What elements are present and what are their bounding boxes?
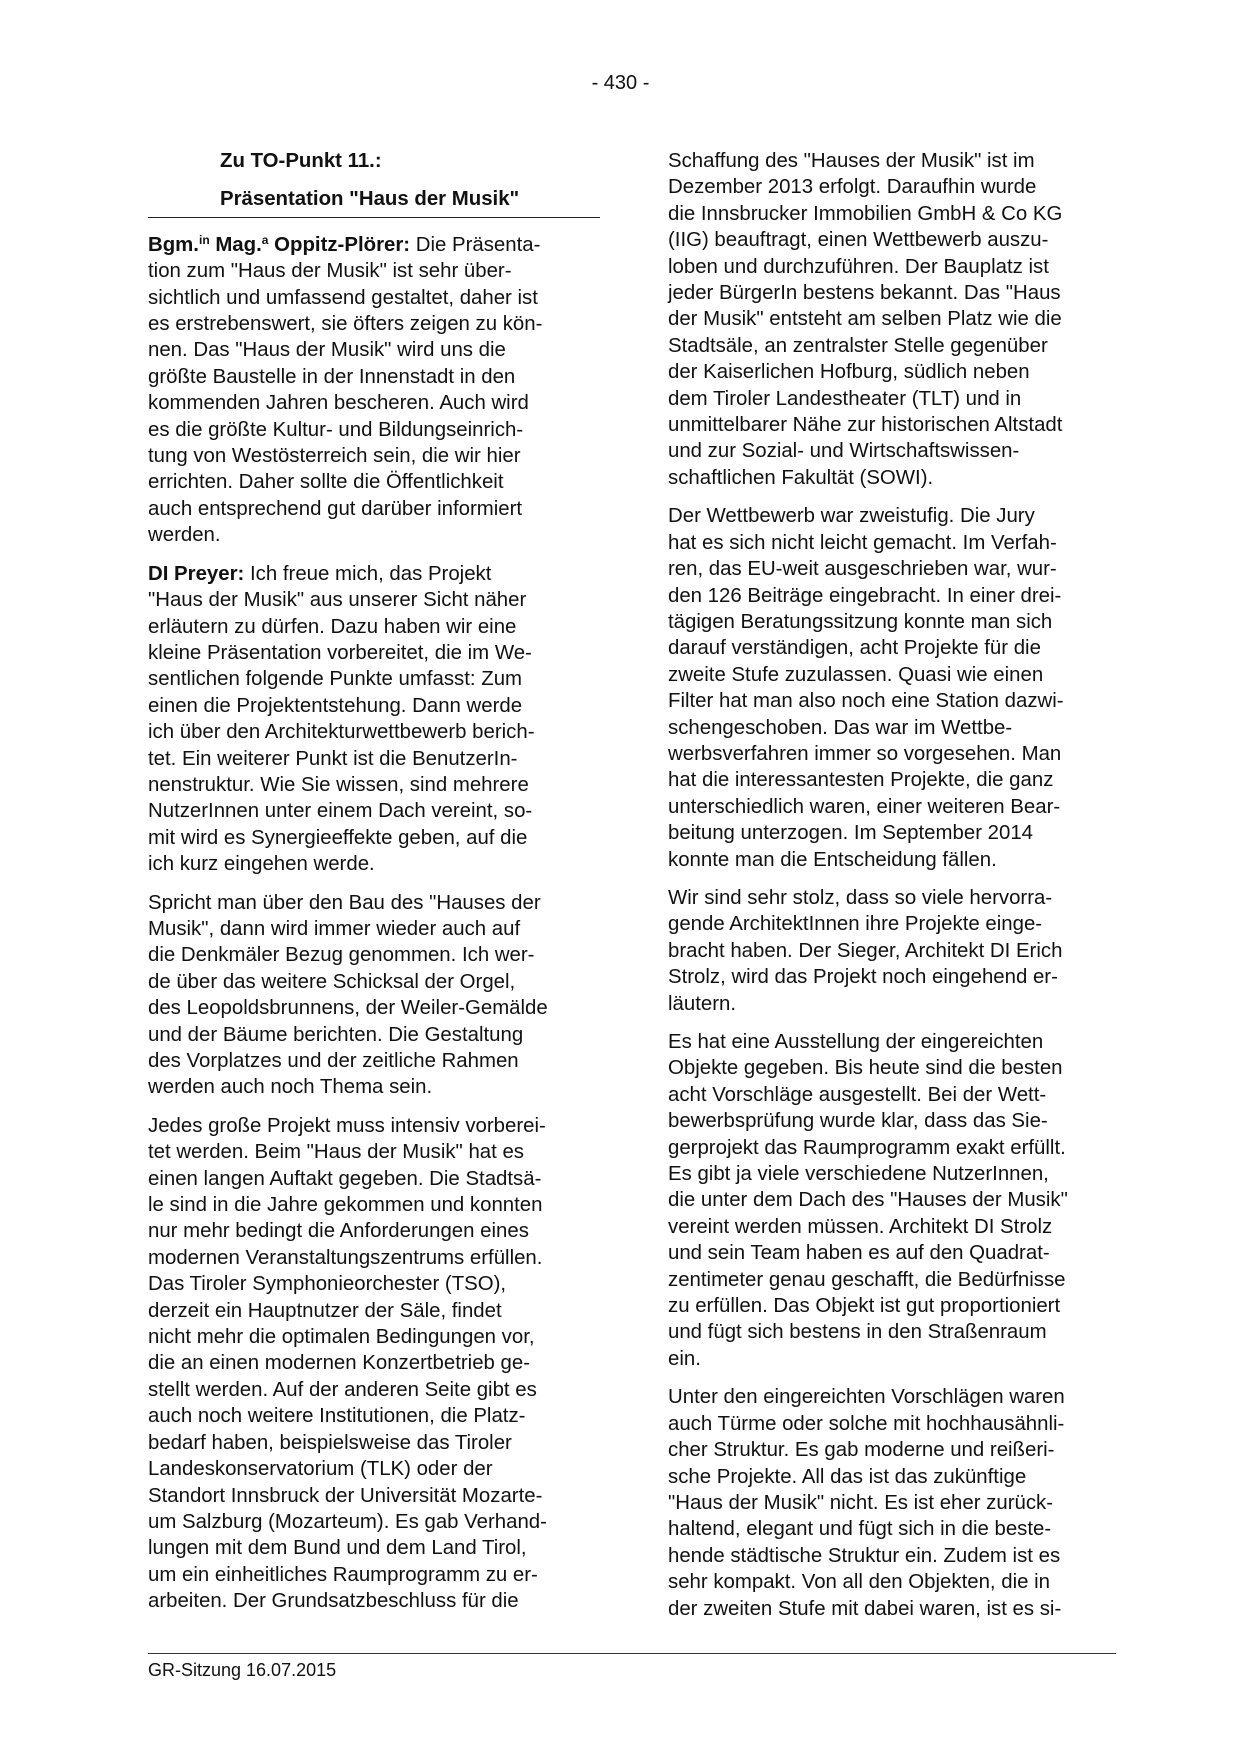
paragraph-line: sichtlich und umfassend gestaltet, daher ist	[148, 286, 538, 309]
paragraph-line: nenstruktur. Wie Sie wissen, sind mehrere	[148, 773, 529, 796]
paragraph-line: gerprojekt das Raumprogramm exakt erfüllt.	[668, 1136, 1066, 1159]
paragraph-line: errichten. Daher sollte die Öffentlichkeit	[148, 471, 504, 494]
paragraph-line: Es hat eine Ausstellung der eingereichten	[668, 1031, 1044, 1053]
paragraph-line: läutern.	[668, 992, 737, 1015]
paragraph-line: sentlichen folgende Punkte umfasst: Zum	[148, 668, 523, 691]
paragraph-line: Das Tiroler Symphonieorchester (TSO),	[148, 1273, 507, 1296]
paragraph-line: Spricht man über den Bau des "Hauses der	[148, 891, 541, 914]
paragraph-line: die Innsbrucker Immobilien GmbH & Co KG	[668, 202, 1063, 225]
paragraph-line: Es gibt ja viele verschiedene NutzerInnen,	[668, 1163, 1049, 1186]
paragraph-line: arbeiten. Der Grundsatzbeschluss für die	[148, 1590, 519, 1613]
paragraph-line: le sind in die Jahre gekommen und konnten	[148, 1194, 543, 1217]
paragraph-line: einen die Projektentstehung. Dann werde	[148, 694, 523, 717]
paragraph-line: und zur Sozial- und Wirtschaftswissen-	[668, 440, 1020, 463]
paragraph-line: konnte man die Entscheidung fällen.	[668, 848, 997, 871]
paragraph-line: Stadtsäle, an zentralster Stelle gegenüber	[668, 334, 1048, 357]
paragraph-line: einen langen Auftakt gegeben. Die Stadtsä-	[148, 1167, 542, 1190]
paragraph-line: Musik", dann wird immer wieder auch auf	[148, 917, 521, 940]
paragraph-line: darauf verständigen, acht Projekte für die	[668, 637, 1041, 660]
paragraph-line: Filter hat man also noch eine Station dazwi-	[668, 690, 1064, 713]
paragraph-line: bedarf haben, beispielsweise das Tiroler	[148, 1431, 512, 1454]
paragraph-line: Dezember 2013 erfolgt. Daraufhin wurde	[668, 176, 1037, 199]
paragraph-line: Landeskonservatorium (TLK) oder der	[148, 1458, 493, 1481]
paragraph-proposals	[668, 1384, 1116, 1622]
agenda-title-heading: Präsentation "Haus der Musik"	[148, 186, 600, 217]
paragraph-line: bewerbsprüfung wurde klar, dass das Sie-	[668, 1110, 1048, 1133]
left-column	[148, 148, 598, 1627]
paragraph-line: (IIG) beauftragt, einen Wettbewerb auszu-	[668, 229, 1049, 252]
paragraph-line: NutzerInnen unter einem Dach vereint, so-	[148, 800, 533, 823]
paragraph-line: nicht mehr die optimalen Bedingungen vor,	[148, 1326, 535, 1349]
paragraph-line: ich über den Architekturwettbewerb berich-	[148, 721, 535, 744]
paragraph-line: ren, das EU-weit ausgeschrieben war, wur-	[668, 558, 1057, 581]
speaker-mayor: Bgm.$^{in}$ Mag.$^a$ Oppitz-Plörer:	[148, 232, 411, 256]
paragraph-line: Der Wettbewerb war zweistufig. Die Jury	[668, 505, 1035, 528]
paragraph-preparation	[148, 1113, 598, 1615]
paragraph-line: der Kaiserlichen Hofburg, südlich neben	[668, 361, 1030, 384]
paragraph-line: und sein Team haben es auf den Quadrat-	[668, 1242, 1050, 1265]
paragraph-line: loben und durchzuführen. Der Bauplatz ist	[668, 255, 1049, 278]
paragraph-line: ich kurz eingehen werde.	[148, 853, 375, 876]
paragraph-line: haltend, elegant und fügt sich in die beste-	[668, 1518, 1052, 1541]
paragraph-line: gende ArchitektInnen ihre Projekte einge-	[668, 913, 1043, 936]
paragraph-line: den 126 Beiträge eingebracht. In einer drei-	[668, 584, 1062, 607]
paragraph-line: zu erfüllen. Das Objekt ist gut proportioniert	[668, 1295, 1061, 1318]
paragraph-line: kleine Präsentation vorbereitet, die im We-	[148, 641, 532, 664]
paragraph-line: auch noch weitere Institutionen, die Platz-	[148, 1405, 526, 1428]
right-column	[668, 148, 1116, 1634]
paragraph-line: um Salzburg (Mozarteum). Es gab Verhand-	[148, 1510, 547, 1533]
paragraph-line: der zweiten Stufe mit dabei waren, ist es si-	[668, 1597, 1062, 1620]
paragraph-line: Wir sind sehr stolz, dass so viele hervorra-	[668, 886, 1053, 909]
paragraph-line: und fügt sich bestens in den Straßenraum	[668, 1321, 1047, 1344]
paragraph-line: schaftlichen Fakultät (SOWI).	[668, 466, 934, 489]
paragraph-line: auch Türme oder solche mit hochhausähnli-	[668, 1412, 1065, 1435]
page-number: - 430 -	[591, 72, 650, 94]
speaker-preyer: DI Preyer:	[148, 562, 245, 585]
paragraph-line: Bgm.$^{in}$ Mag.$^a$ Oppitz-Plörer: Die Präsenta-	[148, 232, 541, 256]
paragraph-line: DI Preyer: Ich freue mich, das Projekt	[148, 562, 492, 585]
paragraph-line: kommenden Jahren bescheren. Auch wird	[148, 392, 529, 415]
paragraph-line: hat die interessantesten Projekte, die ganz	[668, 769, 1054, 792]
paragraph-exhibition	[668, 1029, 1116, 1372]
paragraph-line: schengeschoben. Das war im Wettbe-	[668, 716, 1013, 739]
paragraph-line: acht Vorschläge ausgestellt. Bei der Wett-	[668, 1083, 1047, 1106]
paragraph-line: unmittelbarer Nähe zur historischen Altstadt	[668, 414, 1063, 437]
paragraph-line: de über das weitere Schicksal der Orgel,	[148, 970, 516, 993]
paragraph-line: tet. Ein weiterer Punkt ist die BenutzerIn-	[148, 747, 518, 770]
footer-session-date: GR-Sitzung 16.07.2015	[148, 1660, 337, 1680]
paragraph-monuments	[148, 890, 598, 1101]
paragraph-line: Standort Innsbruck der Universität Mozarte-	[148, 1484, 543, 1507]
paragraph-line: cher Struktur. Es gab moderne und reißeri-	[668, 1439, 1055, 1462]
paragraph-line: hende städtische Struktur ein. Zudem ist es	[668, 1544, 1061, 1567]
paragraph-line: derzeit ein Hauptnutzer der Säle, findet	[148, 1299, 502, 1322]
paragraph-line: "Haus der Musik" aus unserer Sicht näher	[148, 589, 527, 612]
paragraph-line: werbsverfahren immer so vorgesehen. Man	[668, 742, 1062, 765]
paragraph-architects	[668, 885, 1116, 1017]
paragraph-line: die an einen modernen Konzertbetrieb ge-	[148, 1352, 531, 1375]
paragraph-line: auch entsprechend gut darüber informiert	[148, 497, 523, 520]
paragraph-line: der Musik" entsteht am selben Platz wie die	[668, 308, 1062, 331]
paragraph-line: Strolz, wird das Projekt noch eingehend er-	[668, 966, 1058, 989]
paragraph-line: modernen Veranstaltungszentrums erfüllen.	[148, 1246, 543, 1269]
paragraph-line: Unter den eingereichten Vorschlägen waren	[668, 1386, 1065, 1409]
paragraph-line: tion zum "Haus der Musik" ist sehr über-	[148, 260, 512, 283]
paragraph-line: tägigen Beratungssitzung konnte man sich	[668, 610, 1053, 633]
paragraph-line: Jedes große Projekt muss intensiv vorberei-	[148, 1114, 546, 1137]
paragraph-line: größte Baustelle in der Innenstadt in den	[148, 365, 516, 388]
paragraph-line: Schaffung des "Hauses der Musik" ist im	[668, 150, 1035, 172]
paragraph-line: stellt werden. Auf der anderen Seite gibt es	[148, 1378, 537, 1401]
paragraph-building-site	[668, 148, 1116, 491]
paragraph-line: werden.	[148, 524, 221, 547]
paragraph-line: jeder BürgerIn bestens bekannt. Das "Haus	[668, 282, 1061, 305]
paragraph-line: es die größte Kultur- und Bildungseinrich-	[148, 418, 524, 441]
paragraph-preyer	[148, 561, 598, 878]
paragraph-line: um ein einheitliches Raumprogramm zu er-	[148, 1563, 538, 1586]
paragraph-line: werden auch noch Thema sein.	[148, 1076, 433, 1099]
footer-divider	[148, 1653, 1116, 1654]
paragraph-line: dem Tiroler Landestheater (TLT) und in	[668, 387, 1022, 410]
paragraph-line: nen. Das "Haus der Musik" wird uns die	[148, 339, 506, 362]
paragraph-line: erläutern zu dürfen. Dazu haben wir eine	[148, 615, 517, 638]
paragraph-line: sehr kompakt. Von all den Objekten, die in	[668, 1571, 1050, 1594]
paragraph-line: beitung unterzogen. Im September 2014	[668, 822, 1034, 845]
paragraph-line: des Vorplatzes und der zeitliche Rahmen	[148, 1050, 519, 1072]
paragraph-line: tet werden. Beim "Haus der Musik" hat es	[148, 1141, 525, 1164]
paragraph-line: nur mehr bedingt die Anforderungen eines	[148, 1220, 529, 1243]
paragraph-competition	[668, 503, 1116, 873]
paragraph-line: bracht haben. Der Sieger, Architekt DI Erich	[668, 939, 1063, 962]
paragraph-line: tung von Westösterreich sein, die wir hier	[148, 445, 521, 468]
paragraph-line: Objekte gegeben. Bis heute sind die besten	[668, 1057, 1063, 1080]
paragraph-line: des Leopoldsbrunnens, der Weiler-Gemälde	[148, 997, 548, 1020]
paragraph-line: zweite Stufe zuzulassen. Quasi wie einen	[668, 663, 1044, 686]
agenda-item-heading: Zu TO-Punkt 11.:	[220, 150, 382, 172]
paragraph-line: ein.	[668, 1347, 701, 1370]
paragraph-line: lungen mit dem Bund und dem Land Tirol,	[148, 1537, 527, 1560]
paragraph-line: mit wird es Synergieeffekte geben, auf die	[148, 826, 528, 849]
paragraph-line: vereint werden müssen. Architekt DI Strolz	[668, 1215, 1053, 1238]
paragraph-line: "Haus der Musik" nicht. Es ist eher zurück-	[668, 1491, 1054, 1514]
paragraph-line: die unter dem Dach des "Hauses der Musik"	[668, 1189, 1068, 1212]
paragraph-line: hat es sich nicht leicht gemacht. Im Verfah-	[668, 531, 1057, 554]
paragraph-line: die Denkmäler Bezug genommen. Ich wer-	[148, 944, 535, 967]
paragraph-line: unterschiedlich waren, einer weiteren Bear-	[668, 795, 1061, 818]
paragraph-line: sche Projekte. All das ist das zukünftige	[668, 1465, 1027, 1488]
paragraph-line: zentimeter genau geschafft, die Bedürfnisse	[668, 1268, 1066, 1291]
paragraph-mayor	[148, 232, 598, 549]
paragraph-line: es erstrebenswert, sie öfters zeigen zu kön-	[148, 313, 543, 336]
paragraph-line: und der Bäume berichten. Die Gestaltung	[148, 1023, 524, 1046]
